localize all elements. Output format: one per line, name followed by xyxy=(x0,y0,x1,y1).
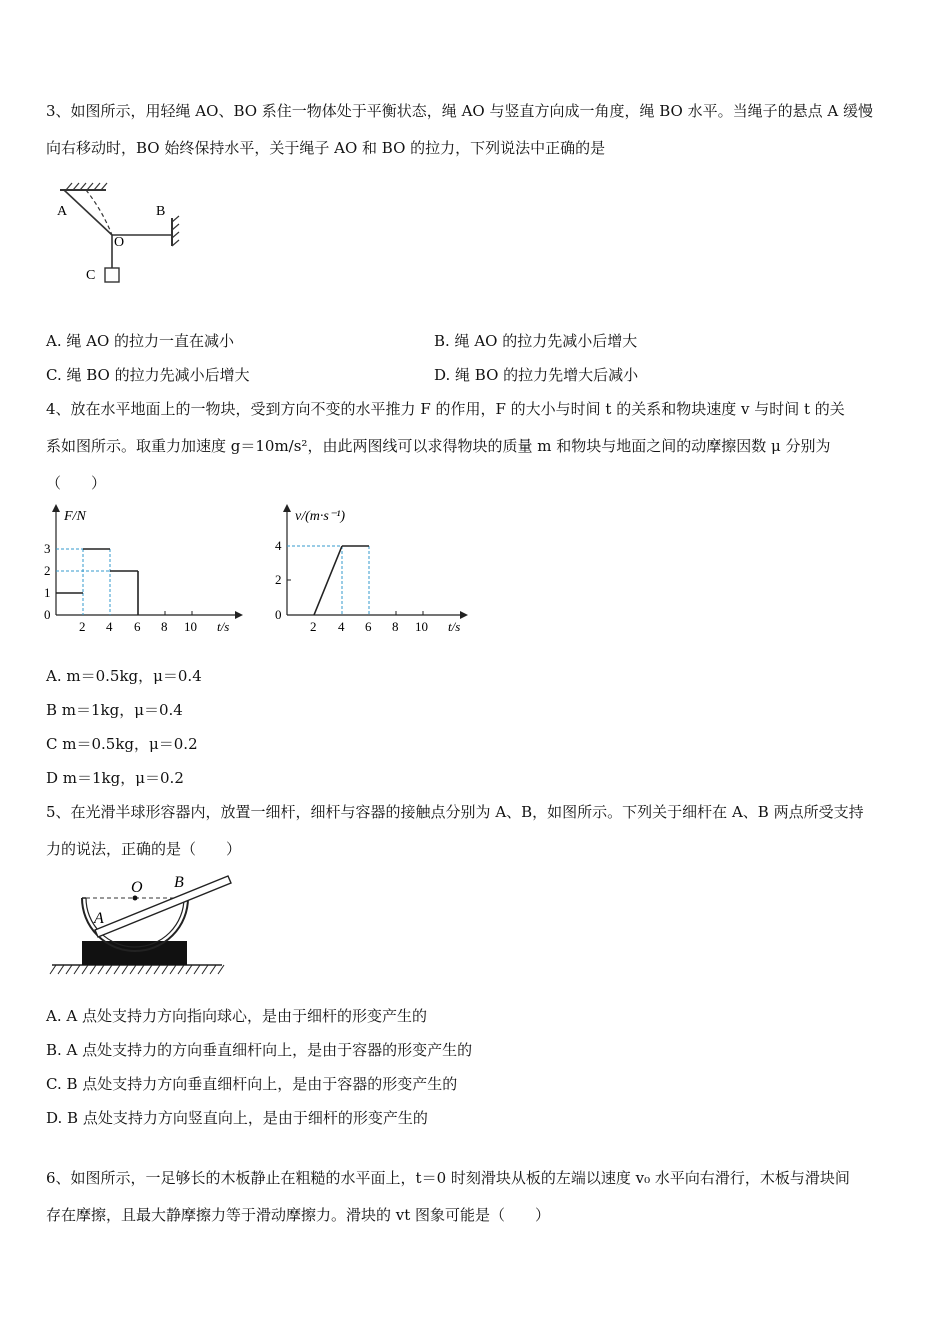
q5-figure xyxy=(46,868,236,983)
q4-v-ytick-0: 0 xyxy=(275,607,282,622)
q3-figure xyxy=(54,180,194,290)
q3-option-b: B. 绳 AO 的拉力先减小后增大 xyxy=(434,332,638,350)
q4-v-xtick-4: 4 xyxy=(338,619,345,634)
q4-force-chart xyxy=(40,500,245,640)
q4-option-c: C m＝0.5kg，μ＝0.2 xyxy=(46,735,198,753)
q3-line2: 向右移动时，BO 始终保持水平，关于绳子 AO 和 BO 的拉力，下列说法中正确的是 xyxy=(46,139,606,157)
q4-v-ytick-4: 4 xyxy=(275,538,282,553)
q3-option-c: C. 绳 BO 的拉力先减小后增大 xyxy=(46,366,250,384)
q6-line2: 存在摩擦，且最大静摩擦力等于滑动摩擦力。滑块的 vt 图象可能是（ ） xyxy=(46,1206,551,1224)
q5-label-b: B xyxy=(174,874,184,891)
q4-option-a: A. m＝0.5kg，μ＝0.4 xyxy=(46,667,202,685)
q5-option-b: B. A 点处支持力的方向垂直细杆向上，是由于容器的形变产生的 xyxy=(46,1041,473,1059)
q4-f-ytick-0: 0 xyxy=(44,607,51,622)
q5-line2: 力的说法，正确的是（ ） xyxy=(46,840,242,858)
q4-v-xtick-10: 10 xyxy=(415,619,428,634)
q3-option-a: A. 绳 AO 的拉力一直在减小 xyxy=(46,332,235,350)
q3-label-b: B xyxy=(156,204,166,219)
q4-velocity-chart xyxy=(268,500,473,640)
q3-option-d: D. 绳 BO 的拉力先增大后减小 xyxy=(434,366,639,384)
q4-f-xtick-2: 2 xyxy=(79,619,86,634)
q4-f-xtick-10: 10 xyxy=(184,619,197,634)
q5-stem xyxy=(46,794,908,868)
q4-f-xtick-4: 4 xyxy=(106,619,113,634)
q5-option-c: C. B 点处支持力方向垂直细杆向上，是由于容器的形变产生的 xyxy=(46,1075,458,1093)
q4-f-ytick-1: 1 xyxy=(44,585,51,600)
q4-f-xlabel: t/s xyxy=(217,619,230,634)
q3-label-o: O xyxy=(114,235,125,250)
q4-f-xtick-6: 6 xyxy=(134,619,141,634)
q4-f-ytick-2: 2 xyxy=(44,563,51,578)
q5-label-o: O xyxy=(131,879,143,896)
q4-line2: 系如图所示。取重力加速度 g＝10m/s²，由此两图线可以求得物块的质量 m 和物块与地面之间的动摩擦因数 μ 分别为 xyxy=(46,437,831,455)
q4-option-b: B m＝1kg，μ＝0.4 xyxy=(46,701,183,719)
q4-f-ylabel: F/N xyxy=(64,509,86,524)
q4-line3: （ ） xyxy=(46,474,107,492)
q6-line1: 6、如图所示，一足够长的木板静止在粗糙的水平面上，t＝0 时刻滑块从板的左端以速度 v₀ 水平向右滑行，木板与滑块间 xyxy=(46,1169,850,1187)
q4-v-xtick-8: 8 xyxy=(392,619,399,634)
q4-v-xtick-2: 2 xyxy=(310,619,317,634)
q4-v-xlabel: t/s xyxy=(448,619,461,634)
q3-label-a: A xyxy=(57,204,68,219)
q5-option-a: A. A 点处支持力方向指向球心，是由于细杆的形变产生的 xyxy=(46,1007,427,1025)
q4-stem xyxy=(46,391,908,502)
q4-f-ytick-3: 3 xyxy=(44,541,51,556)
q4-f-xtick-8: 8 xyxy=(161,619,168,634)
q5-option-d: D. B 点处支持力方向竖直向上，是由于细杆的形变产生的 xyxy=(46,1109,428,1127)
q5-label-a: A xyxy=(94,910,104,927)
q4-v-ytick-2: 2 xyxy=(275,572,282,587)
q4-option-d: D m＝1kg，μ＝0.2 xyxy=(46,769,184,787)
q5-line1: 5、在光滑半球形容器内，放置一细杆，细杆与容器的接触点分别为 A、B，如图所示。下列关于细杆在 A、B 两点所受支持 xyxy=(46,803,864,821)
q3-line1: 3、如图所示，用轻绳 AO、BO 系住一物体处于平衡状态，绳 AO 与竖直方向成一角度，绳 BO 水平。当绳子的悬点 A 缓慢 xyxy=(46,102,873,120)
q6-stem xyxy=(46,1160,908,1234)
q3-stem xyxy=(46,93,908,167)
q3-label-c: C xyxy=(86,268,96,283)
q4-v-ylabel: v/(m·s⁻¹) xyxy=(295,509,346,524)
q4-line1: 4、放在水平地面上的一物块，受到方向不变的水平推力 F 的作用，F 的大小与时间 t 的关系和物块速度 v 与时间 t 的关 xyxy=(46,400,845,418)
q4-v-xtick-6: 6 xyxy=(365,619,372,634)
